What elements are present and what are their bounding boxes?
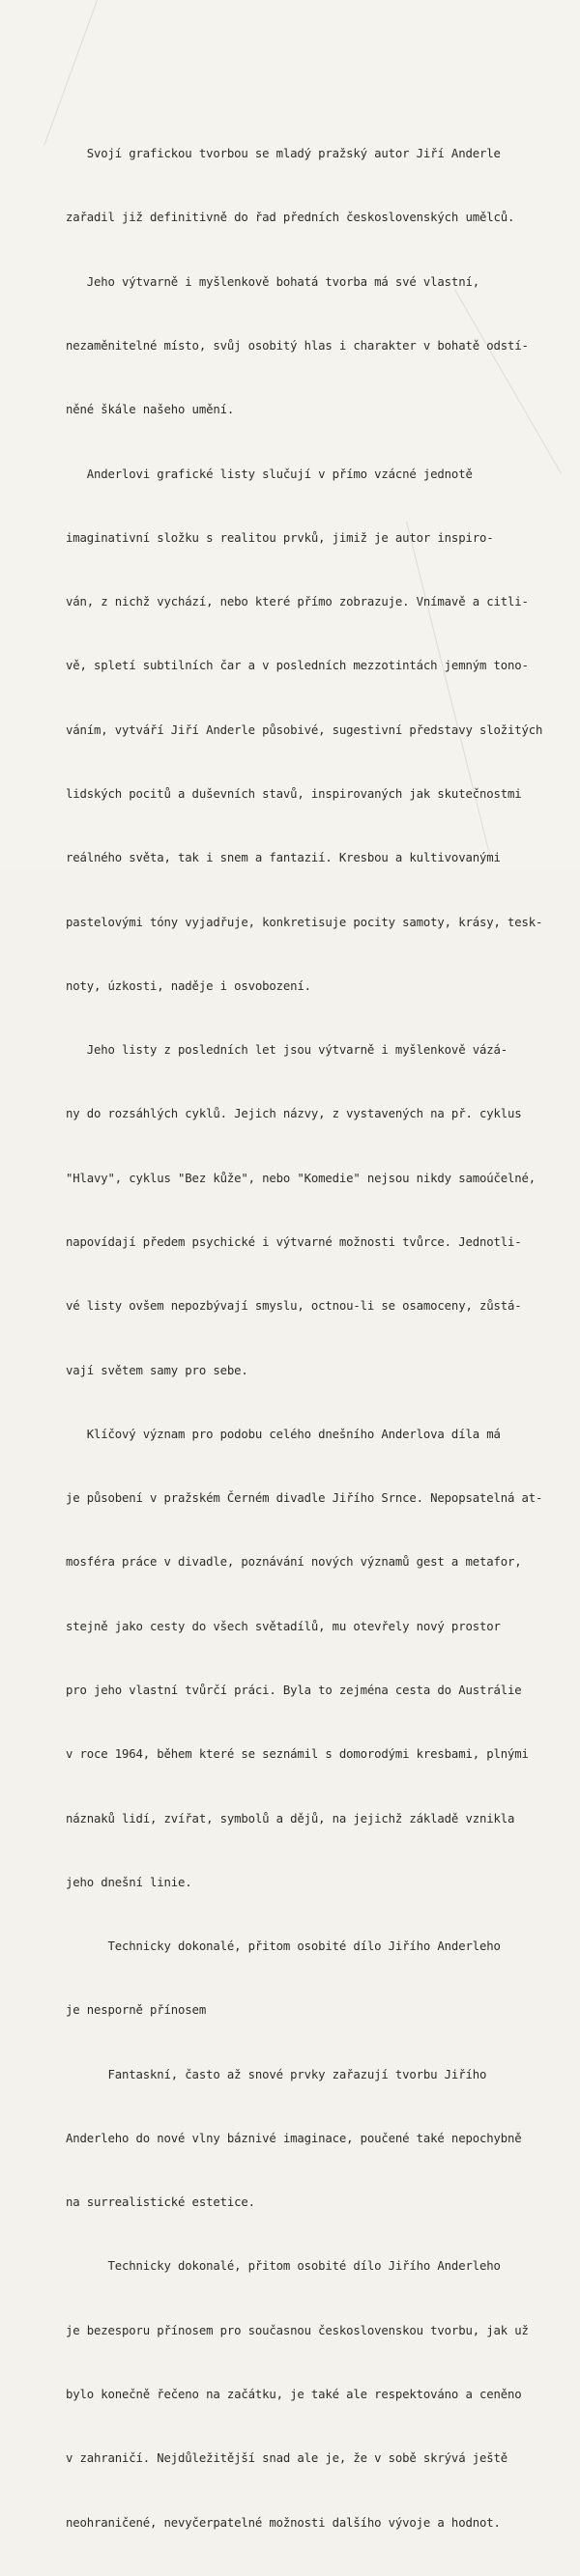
text-line: náznaků lidí, zvířat, symbolů a dějů, na jejichž základě vznikla: [66, 1811, 515, 1826]
text-line: je nesporně přínosem: [66, 2003, 207, 2018]
text-line: Anderlovi grafické listy slučují v přímo vzácné jednotě: [66, 467, 473, 481]
text-line: mosféra práce v divadle, poznávání nových významů gest a metafor,: [66, 1555, 522, 1570]
text-line: lidských pocitů a duševních stavů, inspirovaných jak skutečnostmi: [66, 787, 522, 801]
text-line: stejně jako cesty do všech světadílů, mu otevřely nový prostor: [66, 1619, 501, 1633]
text-line: imaginativní složku s realitou prvků, jimiž je autor inspiro-: [66, 530, 494, 545]
text-line: bylo konečně řečeno na začátku, je také ale respektováno a ceněno: [66, 2388, 522, 2402]
text-line: vají světem samy pro sebe.: [66, 1363, 248, 1377]
text-line: neohraničené, nevyčerpatelné možnosti dalšího vývoje a hodnot.: [66, 2515, 501, 2530]
text-line: je bezesporu přínosem pro současnou československou tvorbu, jak už: [66, 2323, 529, 2337]
text-line: vé listy ovšem nepozbývají smyslu, octnou-li se osamoceny, zůstá-: [66, 1299, 522, 1314]
text-line: noty, úzkosti, naděje i osvobození.: [66, 978, 311, 993]
text-line: jeho dnešní linie.: [66, 1875, 192, 1889]
text-line: na surrealistické estetice.: [66, 2195, 255, 2210]
text-line: Technicky dokonalé, přitom osobité dílo Jiřího Anderleho: [66, 2259, 501, 2274]
text-line: Jeho listy z posledních let jsou výtvarně i myšlenkově vázá-: [66, 1043, 508, 1058]
text-line: ny do rozsáhlých cyklů. Jejich názvy, z vystavených na př. cyklus: [66, 1107, 522, 1121]
text-line: pastelovými tóny vyjadřuje, konkretisuje pocity samoty, krásy, tesk-: [66, 915, 543, 929]
text-line: je působení v pražském Černém divadle Jiřího Srnce. Nepopsatelná at-: [66, 1491, 543, 1506]
text-line: Anderleho do nové vlny báznivé imaginace, poučené také nepochybně: [66, 2131, 522, 2145]
text-line: Fantaskní, často až snové prvky zařazují tvorbu Jiřího: [66, 2067, 487, 2081]
text-line: Klíčový význam pro podobu celého dnešního Anderlova díla má: [66, 1427, 501, 1441]
text-line: reálného světa, tak i snem a fantazií. Kresbou a kultivovanými: [66, 851, 501, 865]
text-line: Svojí grafickou tvorbou se mladý pražský autor Jiří Anderle: [66, 147, 501, 161]
text-line: Jeho výtvarně i myšlenkově bohatá tvorba má své vlastní,: [66, 274, 479, 289]
text-line: napovídají předem psychické i výtvarné možnosti tvůrce. Jednotli-: [66, 1234, 522, 1249]
text-line: váním, vytváří Jiří Anderle působivé, sugestivní představy složitých: [66, 722, 543, 737]
text-line: pro jeho vlastní tvůrčí práci. Byla to zejména cesta do Austrálie: [66, 1683, 522, 1697]
text-line: "Hlavy", cyklus "Bez kůže", nebo "Komedie" nejsou nikdy samoúčelné,: [66, 1171, 536, 1185]
text-line: něné škále našeho umění.: [66, 403, 235, 417]
text-line: vě, spletí subtilních čar a v posledních mezzotintách jemným tono-: [66, 659, 529, 673]
document-body: [66, 100, 568, 2576]
text-line: zařadil již definitivně do řad předních československých umělců.: [66, 211, 515, 225]
text-line: ván, z nichž vychází, nebo které přímo zobrazuje. Vnímavě a citli-: [66, 595, 529, 609]
text-line: v zahraničí. Nejdůležitější snad ale je, že v sobě skrývá ještě: [66, 2451, 508, 2466]
text-line: v roce 1964, během které se seznámil s domorodými kresbami, plnými: [66, 1747, 529, 1762]
text-line: nezaměnitelné místo, svůj osobitý hlas i charakter v bohatě odstí-: [66, 339, 529, 354]
text-line: Technicky dokonalé, přitom osobité dílo Jiřího Anderleho: [66, 1939, 501, 1954]
